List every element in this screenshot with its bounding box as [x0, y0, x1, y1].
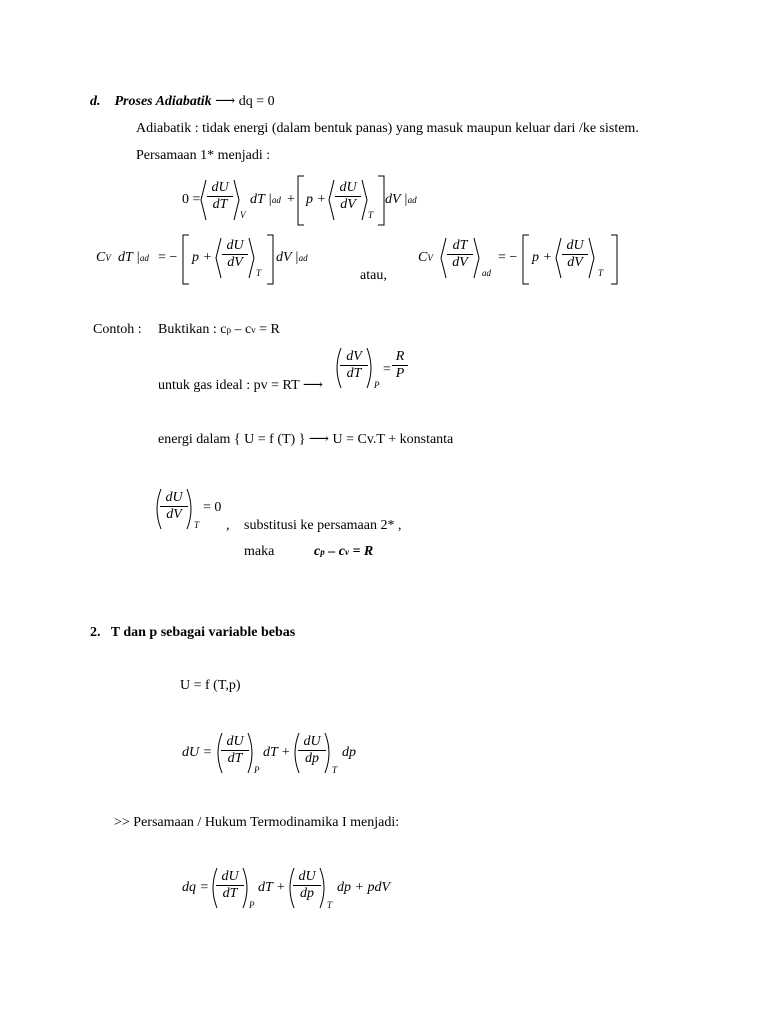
du-f1-sub: P [254, 765, 260, 775]
eq3-c: C [418, 250, 428, 265]
eq1-lhs: 0 = [182, 192, 201, 207]
eq2-cv [96, 250, 111, 267]
eq1-f1-num: dU [211, 180, 229, 195]
eq2-f-den: dV [222, 254, 248, 271]
ideal-gas-text: untuk gas ideal : pv = RT ⟶ [158, 378, 323, 393]
eq1-dV: dV | [385, 192, 408, 207]
dq-f1-sub: P [249, 900, 255, 910]
du-f1-num: dU [226, 734, 244, 749]
eq2-dV: dV | [276, 250, 299, 265]
maka-result [314, 544, 373, 561]
dq-f2-den: dp [293, 885, 321, 902]
du-f2-den: dp [298, 750, 326, 767]
zero-eq-f-den: dV [160, 506, 188, 523]
ideal-gas-eq: = [383, 362, 391, 377]
minus-cv: – c [230, 322, 252, 337]
atau-label: atau, [360, 268, 387, 283]
buktikan-text: Buktikan : c [158, 322, 227, 337]
dq-f1-num: dU [221, 869, 239, 884]
eq1-plus: + [287, 192, 295, 207]
section-d-condition: dq = 0 [238, 94, 275, 109]
internal-energy-text: energi dalam { U = f (T) } ⟶ U = Cv.T + konstanta [158, 432, 454, 447]
cp-sub: p [226, 325, 231, 335]
eq-r: = R [255, 322, 280, 337]
eq1-dT-ad [250, 192, 281, 209]
du-dT-plus: dT + [263, 745, 291, 760]
equation-intro: Persamaan 1* menjadi : [136, 148, 271, 163]
eq2-dT: dT | [118, 250, 140, 265]
eq2-ad-sub: ad [139, 253, 149, 263]
eq2-f-num: dU [226, 238, 244, 253]
ideal-gas-f1-sub: P [374, 380, 380, 390]
eq3-f2-num: dU [566, 238, 584, 253]
section-d-title: Proses Adiabatik [114, 94, 212, 109]
eq1-fraction-1 [207, 180, 233, 213]
eq2-eq-minus: = − [158, 250, 178, 265]
result-end: = R [348, 544, 374, 559]
du-dp: dp [342, 745, 356, 760]
eq3-fraction-1 [447, 238, 473, 271]
zero-eq-comma: , [226, 518, 230, 533]
eq3-eq-minus: = − [498, 250, 518, 265]
dq-f2-num: dU [298, 869, 316, 884]
u-function: U = f (T,p) [180, 678, 241, 693]
ideal-gas-fraction-2 [392, 349, 408, 382]
eq3-fraction-2 [562, 238, 588, 271]
eq1-p-plus: p + [306, 192, 326, 207]
dq-dT-plus: dT + [258, 880, 286, 895]
du-f2-num: dU [303, 734, 321, 749]
zero-eq-fraction [160, 490, 188, 523]
section-d-heading [90, 94, 275, 111]
adiabatic-definition: Adiabatik : tidak energi (dalam bentuk panas) yang masuk maupun keluar dari /ke sistem. [136, 121, 639, 136]
eq2-cv-sub: V [105, 253, 111, 263]
eq1-ad-sub: ad [271, 195, 281, 205]
ideal-gas-f2-num: R [395, 349, 405, 364]
dq-fraction-2 [293, 869, 321, 902]
eq2-f-sub: T [256, 268, 262, 278]
eq2-c: C [96, 250, 106, 265]
eq3-f1-sub: ad [482, 268, 491, 278]
eq1-ad-sub-2: ad [407, 195, 417, 205]
dq-f1-den: dT [216, 885, 244, 902]
zero-eq-f-sub: T [194, 520, 200, 530]
eq2-p-plus: p + [192, 250, 212, 265]
eq3-f1-den: dV [447, 254, 473, 271]
eq2-dT-ad [118, 250, 149, 267]
eq2-ad-sub-2: ad [298, 253, 308, 263]
eq1-f1-sub: V [240, 210, 246, 220]
ideal-gas-f1-den: dT [340, 365, 368, 382]
eq1-fraction-2 [335, 180, 361, 213]
du-fraction-2 [298, 734, 326, 767]
zero-eq-f-num: dU [165, 490, 183, 505]
section-d-label: d. [90, 94, 101, 109]
result-mid: – c [324, 544, 345, 559]
eq1-f2-den: dV [335, 196, 361, 213]
ideal-gas-f2-den: P [392, 365, 408, 382]
du-f1-den: dT [221, 750, 249, 767]
dq-f2-sub: T [327, 900, 333, 910]
result-cv-sub: v [344, 547, 349, 557]
maka-label: maka [244, 544, 275, 559]
arrow-icon: ⟶ [215, 94, 236, 109]
result-c: c [314, 544, 321, 559]
eq1-f2-num: dU [339, 180, 357, 195]
eq3-f2-sub: T [598, 268, 604, 278]
du-lhs: dU = [182, 745, 213, 760]
dq-tail: dp + pdV [337, 880, 390, 895]
eq3-p-plus: p + [532, 250, 552, 265]
du-f2-sub: T [332, 765, 338, 775]
law-intro-text: >> Persamaan / Hukum Termodinamika I menjadi: [114, 815, 400, 830]
eq2-fraction [222, 238, 248, 271]
buktikan-statement [158, 322, 280, 339]
cv-sub: v [251, 325, 256, 335]
eq3-cv-sub: V [427, 253, 433, 263]
eq3-f1-num: dT [452, 238, 468, 253]
ideal-gas-fraction-1 [340, 349, 368, 382]
zero-eq-value: = 0 [203, 500, 222, 515]
du-fraction-1 [221, 734, 249, 767]
substitusi-text: substitusi ke persamaan 2* , [244, 518, 402, 533]
eq1-f2-sub: T [368, 210, 374, 220]
result-cp-sub: p [320, 547, 325, 557]
eq1-dT: dT | [250, 192, 272, 207]
eq3-cv [418, 250, 433, 267]
eq3-f2-den: dV [562, 254, 588, 271]
eq1-dV-ad [385, 192, 417, 209]
contoh-label: Contoh : [93, 322, 142, 337]
dq-lhs: dq = [182, 880, 209, 895]
ideal-gas-f1-num: dV [346, 349, 362, 364]
section-2-heading [90, 625, 295, 642]
eq2-dV-ad [276, 250, 308, 267]
eq1-f1-den: dT [207, 196, 233, 213]
section-2-title: T dan p sebagai variable bebas [110, 625, 296, 640]
dq-fraction-1 [216, 869, 244, 902]
section-2-label: 2. [90, 625, 101, 640]
